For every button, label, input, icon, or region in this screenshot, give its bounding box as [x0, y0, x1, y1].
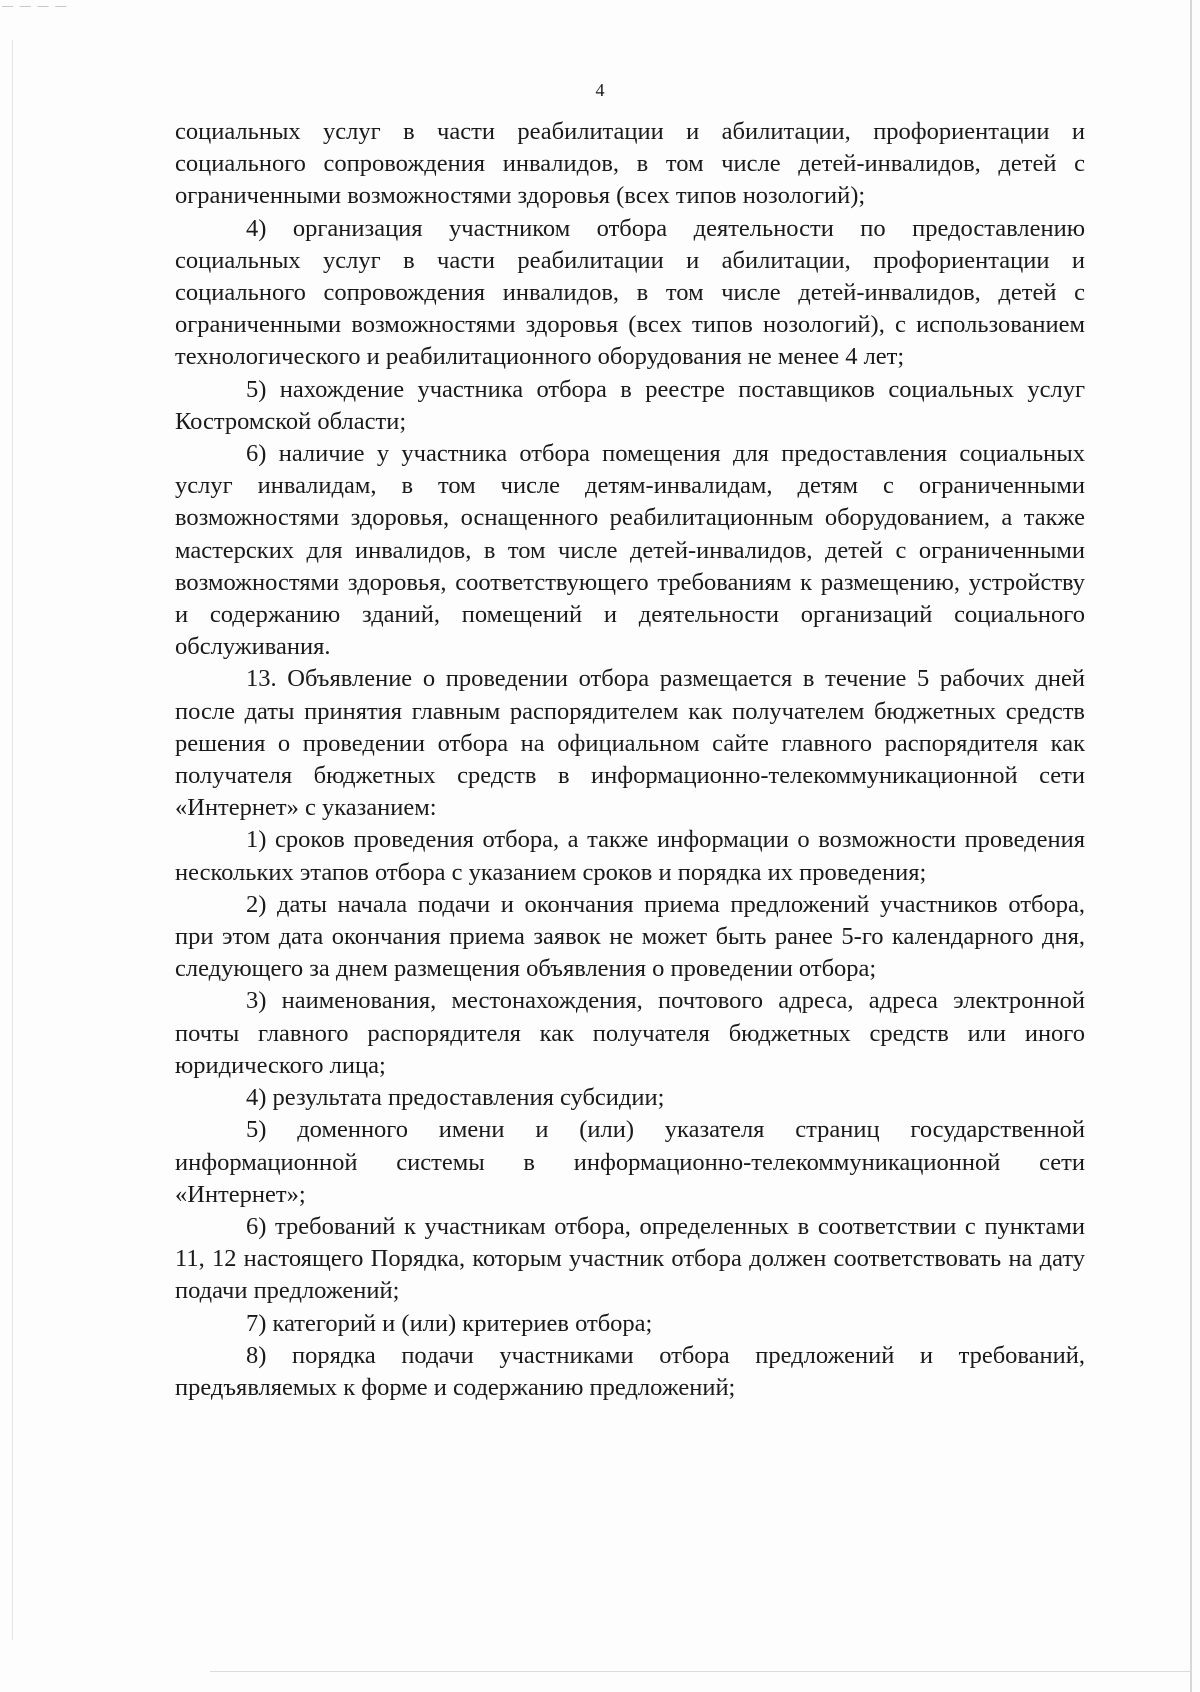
paragraph-sub-2: 2) даты начала подачи и окончания приема предложений участников отбора, при этом дата окончания приема заявок не может быть ранее 5-го календарного дня, следующего за днем размещения объявления о проведении отбора;: [175, 890, 1085, 983]
paragraph-sub-7: 7) категорий и (или) критериев отбора;: [246, 1309, 653, 1337]
paragraph-sub-8: 8) порядка подачи участниками отбора предложений и требований, предъявляемых к форме и содержанию предложений;: [175, 1341, 1085, 1401]
scan-edge-left: [12, 40, 13, 1640]
paragraph-sub-3: 3) наименования, местонахождения, почтового адреса, адреса электронной почты главного распорядителя как получателя бюджетных средств или иного юридического лица;: [175, 987, 1085, 1079]
paragraph-continuation: социальных услуг в части реабилитации и абилитации, профориентации и социального сопровождения инвалидов, в том числе детей-инвалидов, детей с ограниченными возможностями здоровья (всех типов нозологий);: [175, 118, 1085, 210]
paragraph-section-13: 13. Объявление о проведении отбора размещается в течение 5 рабочих дней после даты принятия главным распорядителем как получателем бюджетных средств решения о проведении отбора на официальном сайте главного распорядителя как получателя бюджетных средств в информационно-телекоммуникационной сети «Интернет» с указанием:: [175, 665, 1085, 822]
paragraph-sub-1: 1) сроков проведения отбора, а также информации о возможности проведения нескольких этапов отбора с указанием сроков и порядка их проведения;: [175, 826, 1085, 886]
scan-edge-bottom: [210, 1671, 1190, 1672]
page-number: 4: [595, 80, 605, 100]
paragraph-item-5: 5) нахождение участника отбора в реестре поставщиков социальных услуг Костромской области;: [175, 375, 1085, 435]
paragraph-sub-6: 6) требований к участникам отбора, определенных в соответствии с пунктами 11, 12 настоящего Порядка, которым участник отбора должен соответствовать на дату подачи предложений;: [175, 1212, 1085, 1305]
paragraph-item-4: 4) организация участником отбора деятельности по предоставлению социальных услуг в части реабилитации и абилитации, профориентации и социального сопровождения инвалидов, в том числе детей-инвалидов, детей с ограниченными возможностями здоровья (всех типов нозологий), с использованием технологического и реабилитационного оборудования не менее 4 лет;: [175, 214, 1085, 371]
paragraph-item-6: 6) наличие у участника отбора помещения для предоставления социальных услуг инвалидам, в том числе детям-инвалидам, детям с ограниченными возможностями здоровья, оснащенного реабилитационным оборудованием, а также мастерских для инвалидов, в том числе детей-инвалидов, детей с ограниченными возможностями здоровья, соответствующего требованиям к размещению, устройству и содержанию зданий, помещений и деятельности организаций социального обслуживания.: [175, 440, 1085, 661]
paragraph-sub-5: 5) доменного имени и (или) указателя страниц государственной информационной системы в информационно-телекоммуникационной сети «Интернет»;: [175, 1116, 1085, 1208]
paragraph-sub-4: 4) результата предоставления субсидии;: [246, 1084, 665, 1112]
document-body: [175, 116, 1085, 1404]
scan-top-marks: — — — —: [2, 0, 69, 12]
scan-edge-right: [1190, 0, 1192, 1692]
